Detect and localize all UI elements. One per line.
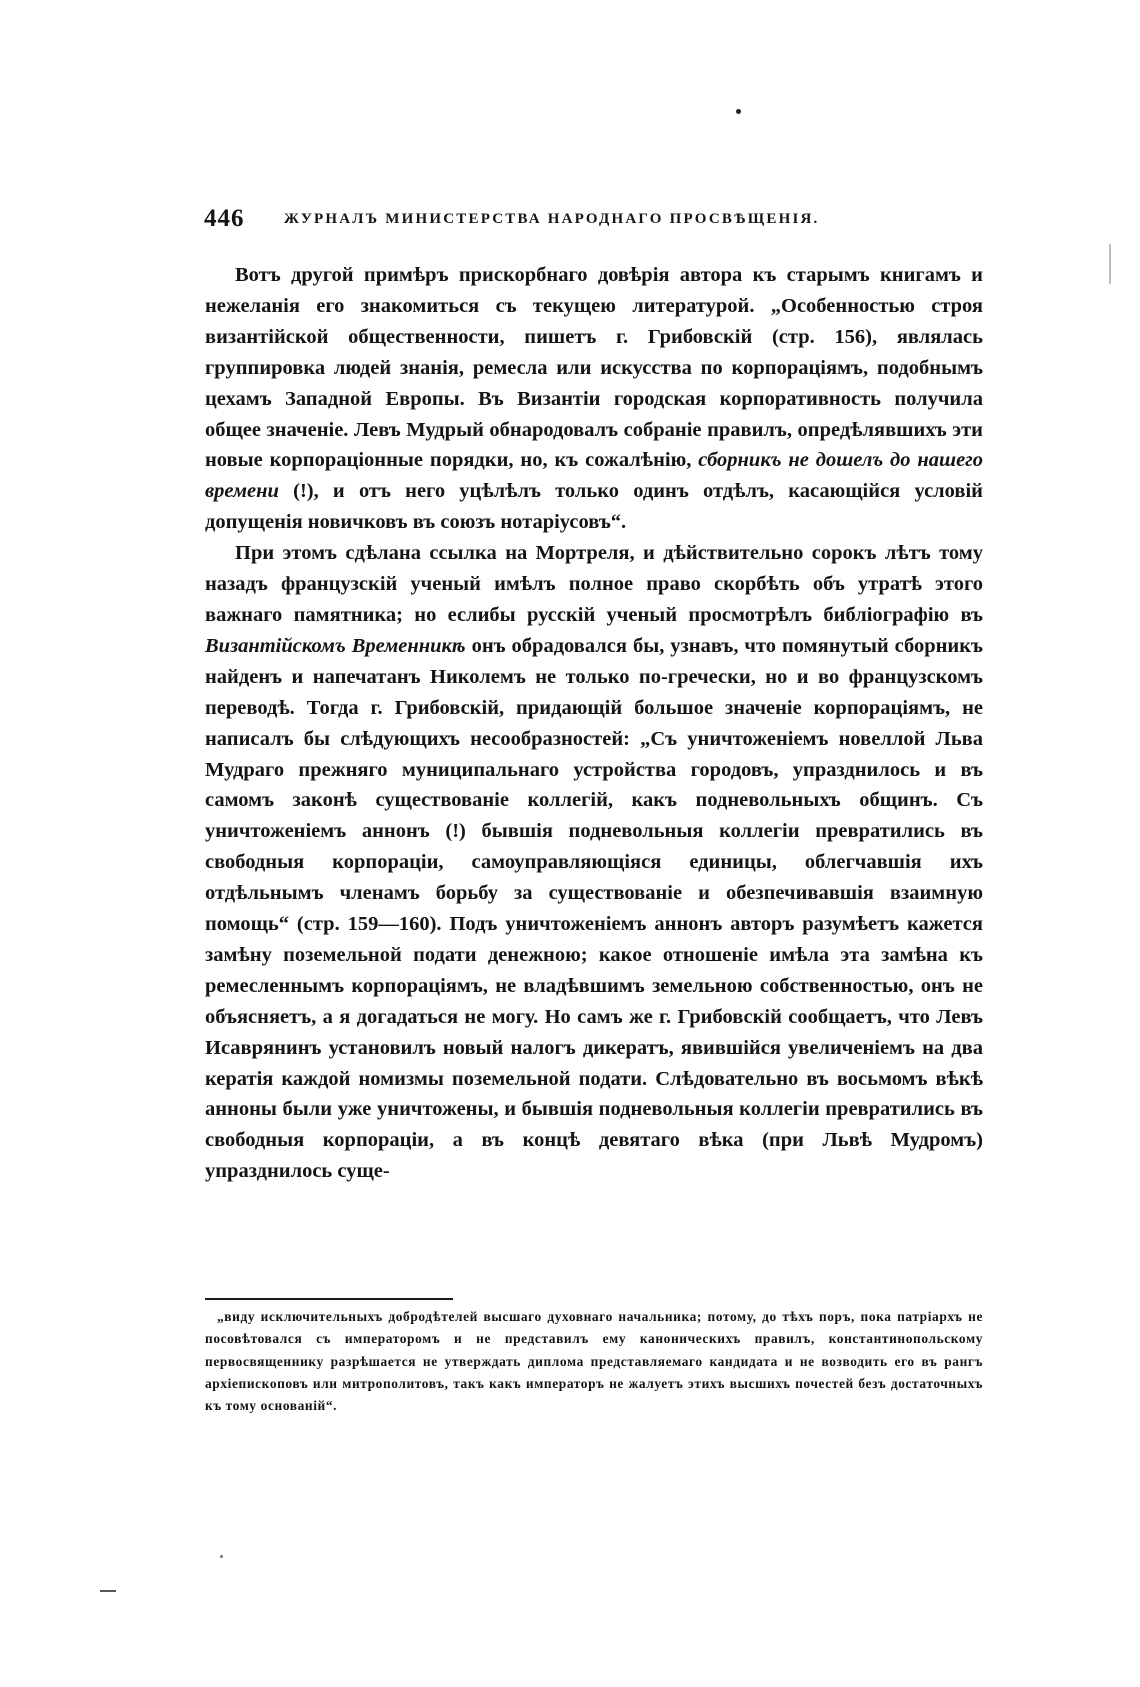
running-head <box>204 205 904 239</box>
footnote-rule <box>205 1298 453 1300</box>
footnote <box>205 1306 983 1417</box>
scan-edge-mark <box>1109 244 1111 284</box>
page-number: 446 <box>204 205 245 232</box>
paragraph-text: При этомъ сдѣлана ссылка на Мортреля, и дѣйствительно сорокъ лѣтъ тому назадъ французскій ученый имѣлъ полное право скорбѣть объ утратѣ этого важнаго памятника; но еслибы русскій ученый просмотрѣлъ библіографію въ <box>205 542 983 626</box>
italic-phrase: сборникъ не дошелъ до нашего времени <box>205 449 983 503</box>
paragraph <box>205 260 983 538</box>
scan-margin-mark <box>100 1590 116 1592</box>
paragraph <box>205 538 983 1187</box>
paragraph-text: онъ обрадовался бы, узнавъ, что помянутый сборникъ найденъ и напечатанъ Николемъ не только по-гречески, но и во французскомъ переводѣ. Тогда г. Грибовскій, придающій большое значеніе корпораціямъ, не написалъ бы слѣдующихъ несообразностей: „Съ уничтоженіемъ новеллой Льва Мудраго прежняго муниципальнаго устройства городовъ, упразднилось и въ самомъ законѣ существованіе коллегій, какъ подневольныхъ общинъ. Съ уничтоженіемъ аннонъ (!) бывшія подневольныя коллегіи превратились въ свободныя корпораціи, самоуправляющіяся единицы, облегчавшія ихъ отдѣльнымъ членамъ борьбу за существованіе и обезпечивавшія взаимную помощь“ (стр. 159—160). Подъ уничтоженіемъ аннонъ авторъ разумѣетъ кажется замѣну поземельной подати денежною; какое отношеніе имѣла эта замѣна къ ремесленнымъ корпораціямъ, не владѣвшимъ земельною собственностью, онъ не объясняетъ, а я догадаться не могу. Но самъ же г. Грибовскій сообщаетъ, что Левъ Исаврянинъ установилъ новый налогъ дикератъ, явившійся увеличеніемъ на два кератія каждой номизмы поземельной подати. Слѣдовательно въ восьмомъ вѣкѣ анноны были уже уничтожены, и бывшія подневольныя коллегіи превратились въ свободныя корпораціи, а въ концѣ девятаго вѣка (при Львѣ Мудромъ) упразднилось суще- <box>205 634 983 1183</box>
paragraph-text: (!), и отъ него уцѣлѣлъ только одинъ отдѣлъ, касающійся условій допущенія новичковъ въ союзъ нотаріусовъ“. <box>205 480 983 534</box>
footnote-text: „виду исключительныхъ добродѣтелей высшаго духовнаго начальника; потому, до тѣхъ поръ, пока патріархъ не посовѣтовался съ императоромъ и не представилъ ему каноническихъ правилъ, константинопольскому первосвященнику разрѣшается не утверждать диплома представляемаго кандидата и не возводить его въ рангъ архіепископовъ или митрополитовъ, такъ какъ императоръ не жалуетъ этихъ высшихъ почестей безъ достаточныхъ къ тому основаній“. <box>205 1309 983 1414</box>
ink-speck-small <box>220 1555 223 1558</box>
journal-title: ЖУРНАЛЪ МИНИСТЕРСТВА НАРОДНАГО ПРОСВѢЩЕНІЯ. <box>284 211 820 227</box>
paragraph-text: Вотъ другой примѣръ прискорбнаго довѣрія автора къ старымъ книгамъ и нежеланія его знакомиться съ текущею литературой. „Особенностью строя византійской общественности, пишетъ г. Грибовскій (стр. 156), являлась группировка людей знанія, ремесла или искусства по корпораціямъ, подобнымъ цехамъ Западной Европы. Въ Византіи городская корпоративность получила общее значеніе. Левъ Мудрый обнародовалъ собраніе правилъ, опредѣлявшихъ эти новые корпораціонные порядки, но, къ сожалѣнію, <box>205 264 983 472</box>
italic-title: Византійскомъ Временникѣ <box>205 634 466 657</box>
ink-speck <box>736 109 741 114</box>
main-text <box>205 260 983 1187</box>
